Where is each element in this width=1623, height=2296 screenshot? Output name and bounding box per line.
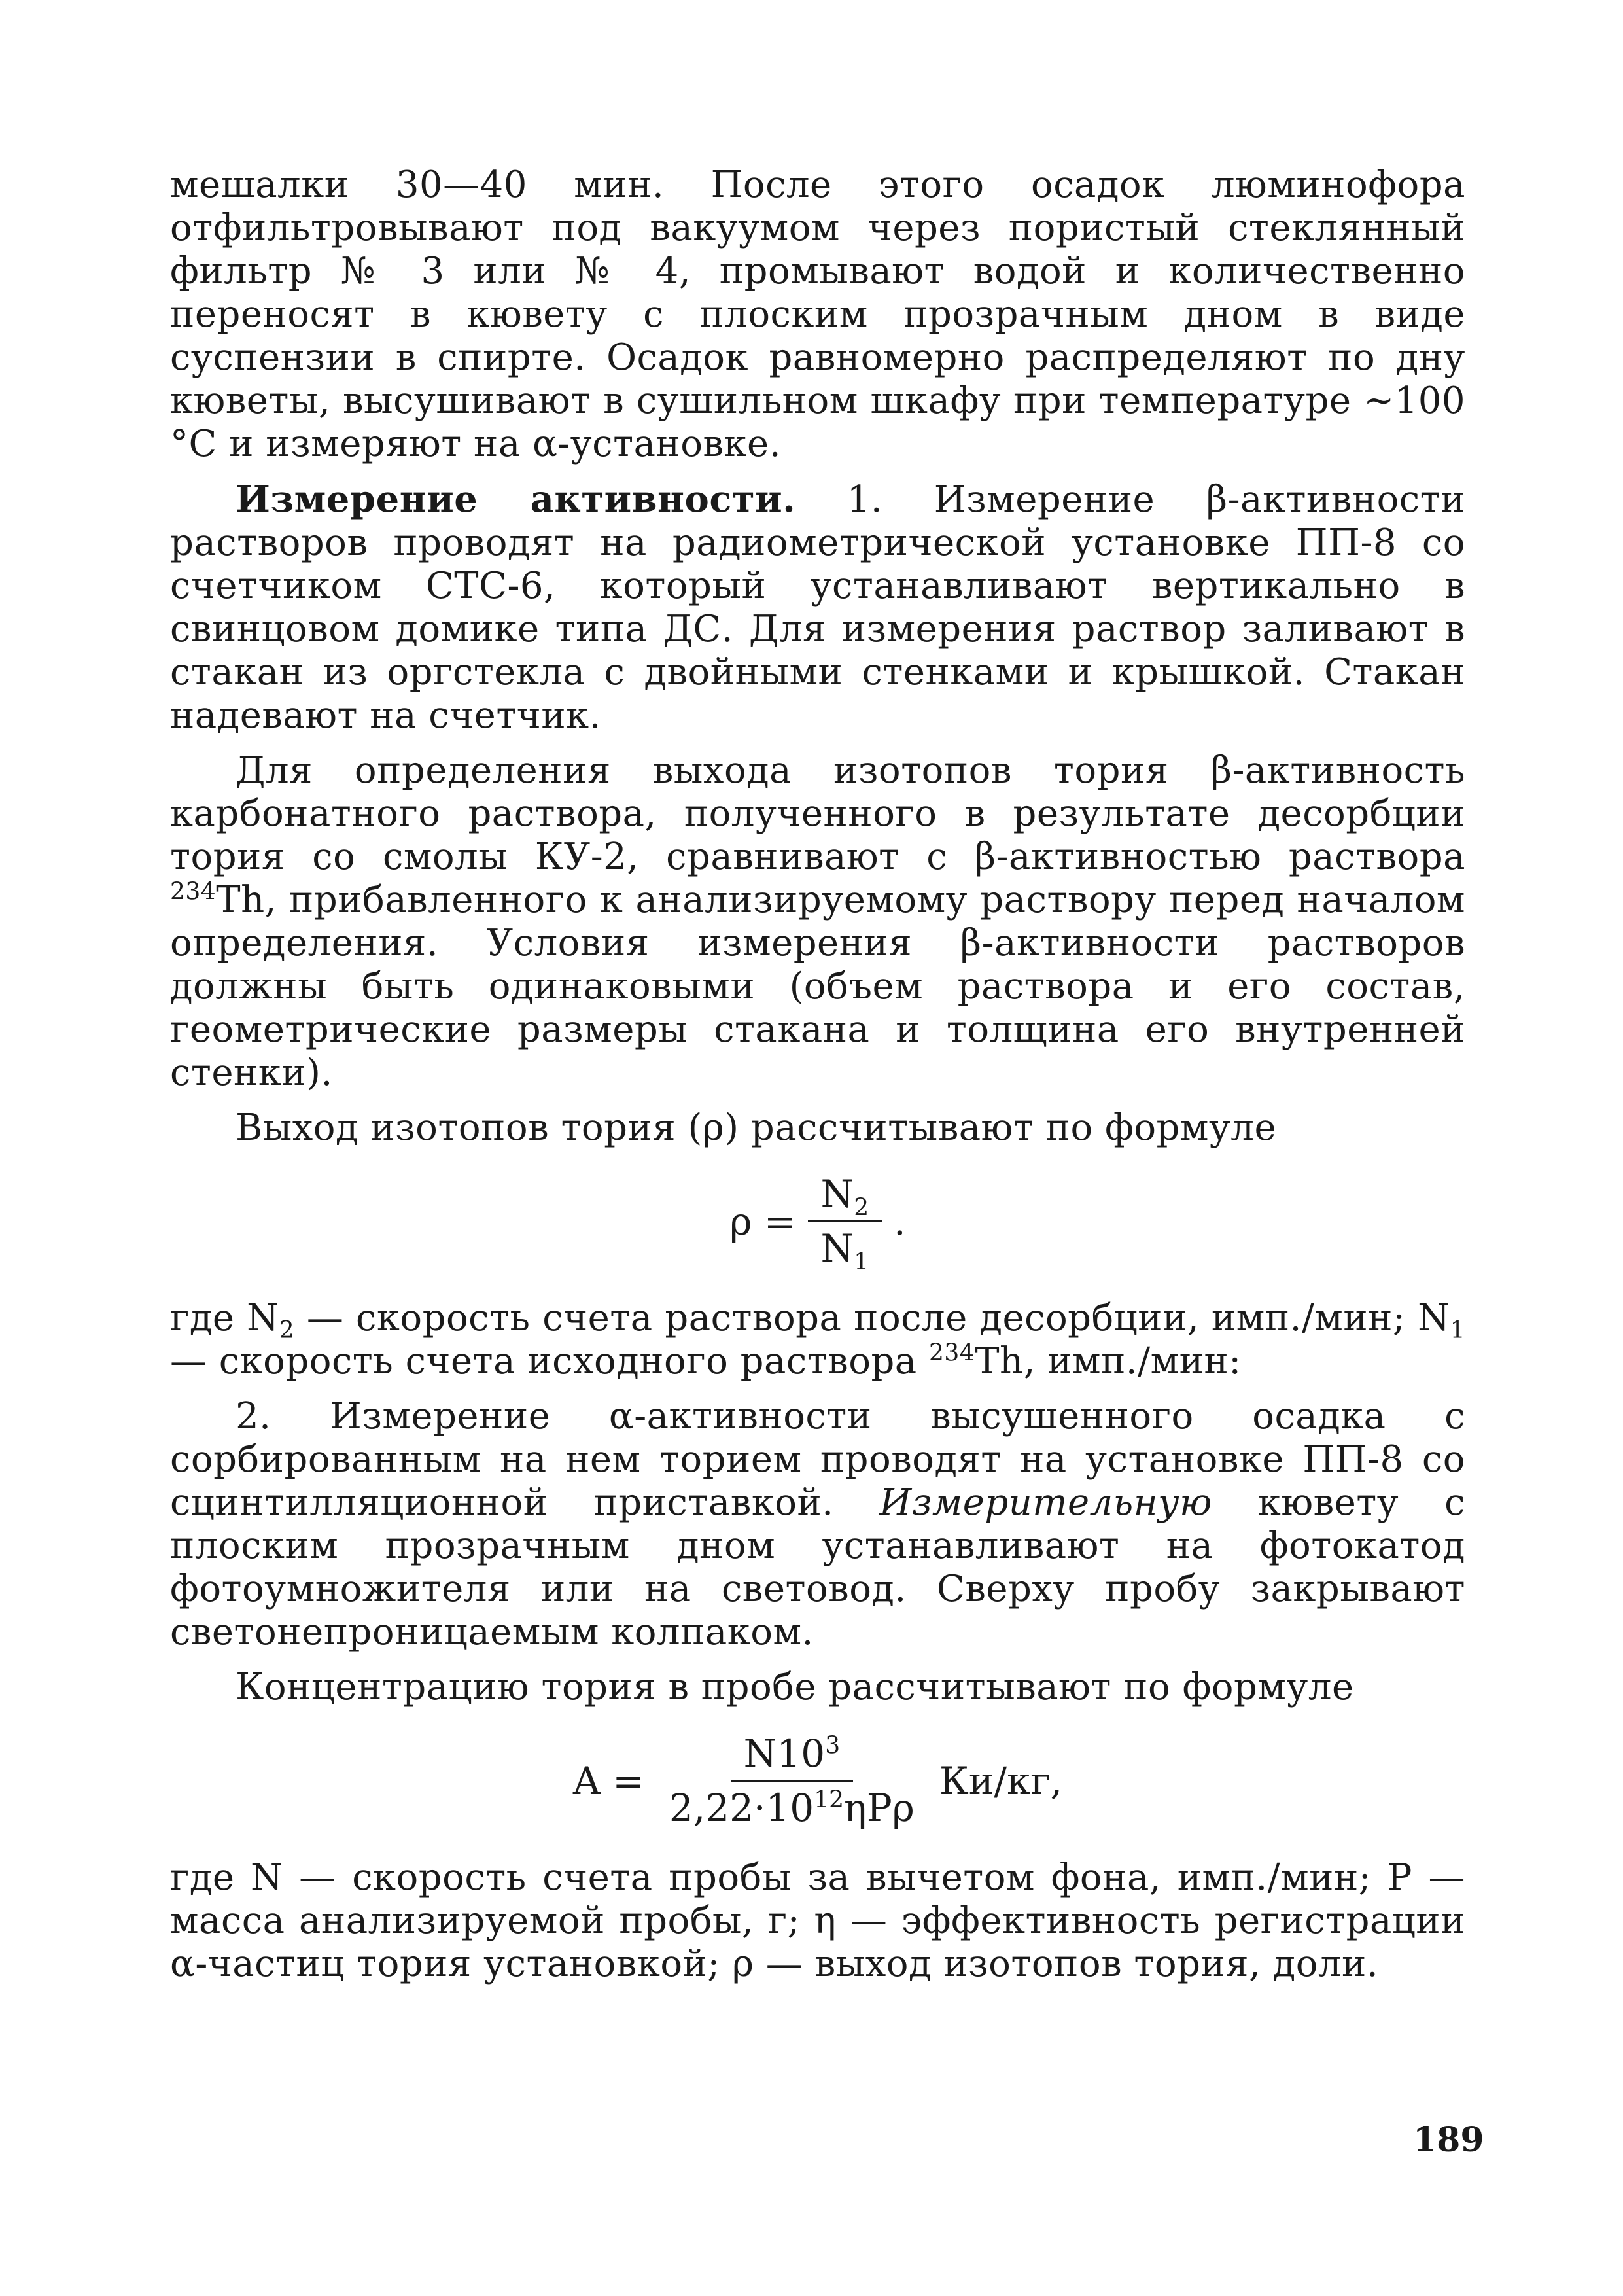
formula-concentration-units: Ки/кг, [939, 1758, 1063, 1803]
paragraph-7 [170, 1666, 1465, 1709]
formula-concentration-fraction [656, 1731, 928, 1830]
paragraph-8-text: где N — скорость счета пробы за вычетом фона, имп./мин; Р — масса анализируемой пробы, г; η — эффективность регистрации α-частиц тория установкой; ρ — выход изотопов тория, доли. [170, 1856, 1465, 1985]
paragraph-1-text: мешалки 30—40 мин. После этого осадок люминофора отфильтровывают под вакуумом через пористый стеклянный фильтр № 3 или № 4, промывают водой и количественно переносят в кювету с плоским прозрачным дном в виде суспензии в спирте. Осадок равномерно распределяют по дну кюветы, высушивают в сушильном шкафу при температуре ~100 °С и измеряют на α-установке. [170, 164, 1465, 465]
formula-concentration [170, 1731, 1465, 1830]
formula-yield [170, 1172, 1465, 1276]
paragraph-5: где $N_2$ — скорость счета раствора после десорбции, имп./мин; $N_1$ — скорость счета исходного раствора $^{234}$Th, имп./мин: [170, 1297, 1465, 1383]
paragraph-6: 2. Измерение α-активности высушенного осадка с сорбированным на нем торием проводят на установке ПП-8 со сцинтилляционной приставкой. Измерительную кювету с плоским прозрачным дном устанавливают на фотокатод фотоумножителя или на световод. Сверху пробу закрывают светонепроницаемым колпаком. [170, 1395, 1465, 1653]
paragraph-4 [170, 1106, 1465, 1150]
formula-yield-lhs: ρ = [729, 1199, 796, 1244]
paragraph-2 [170, 478, 1465, 737]
section-heading: Измерение активности. [236, 478, 796, 521]
page-content [170, 164, 1465, 1998]
formula-yield-fraction [808, 1172, 882, 1276]
paragraph-7-text: Концентрацию тория в пробе рассчитывают по формуле [236, 1666, 1354, 1708]
paragraph-8 [170, 1856, 1465, 1986]
paragraph-2-text: 1. Измерение β-активности растворов проводят на радиометрической установке ПП-8 со счетчиком СТС-6, который устанавливают вертикально в свинцовом домике типа ДС. Для измерения раствор заливают в стакан из оргстекла с двойными стенками и крышкой. Стакан надевают на счетчик. [170, 478, 1465, 737]
paragraph-1 [170, 164, 1465, 466]
formula-yield-denominator: $N_1$ [820, 1226, 869, 1276]
formula-yield-tail: . [894, 1199, 906, 1244]
paragraph-3 [170, 749, 1465, 1095]
paragraph-4-text: Выход изотопов тория (ρ) рассчитывают по формуле [236, 1106, 1277, 1149]
formula-concentration-numerator: $N10^3$ [731, 1731, 853, 1782]
page-number: 189 [1413, 2120, 1484, 2160]
formula-concentration-lhs: A = [572, 1758, 644, 1803]
paragraph-3-text-b: Th, прибавленного к анализируемому раствору перед началом определения. Условия измерения β-активности растворов должны быть одинаковыми (объем раствора и его состав, геометрические размеры стакана и толщина его внутренней стенки). [170, 879, 1465, 1094]
formula-concentration-denominator: $2,22\cdot 10^{12}\eta P\rho$ [669, 1786, 915, 1830]
formula-yield-numerator: $N_2$ [808, 1172, 882, 1222]
isotope-mass: 234 [170, 878, 217, 906]
paragraph-3-text-a: Для определения выхода изотопов тория β-активность карбонатного раствора, полученного в результате десорбции тория со смолы КУ-2, сравнивают с β-активностью раствора [170, 749, 1465, 878]
